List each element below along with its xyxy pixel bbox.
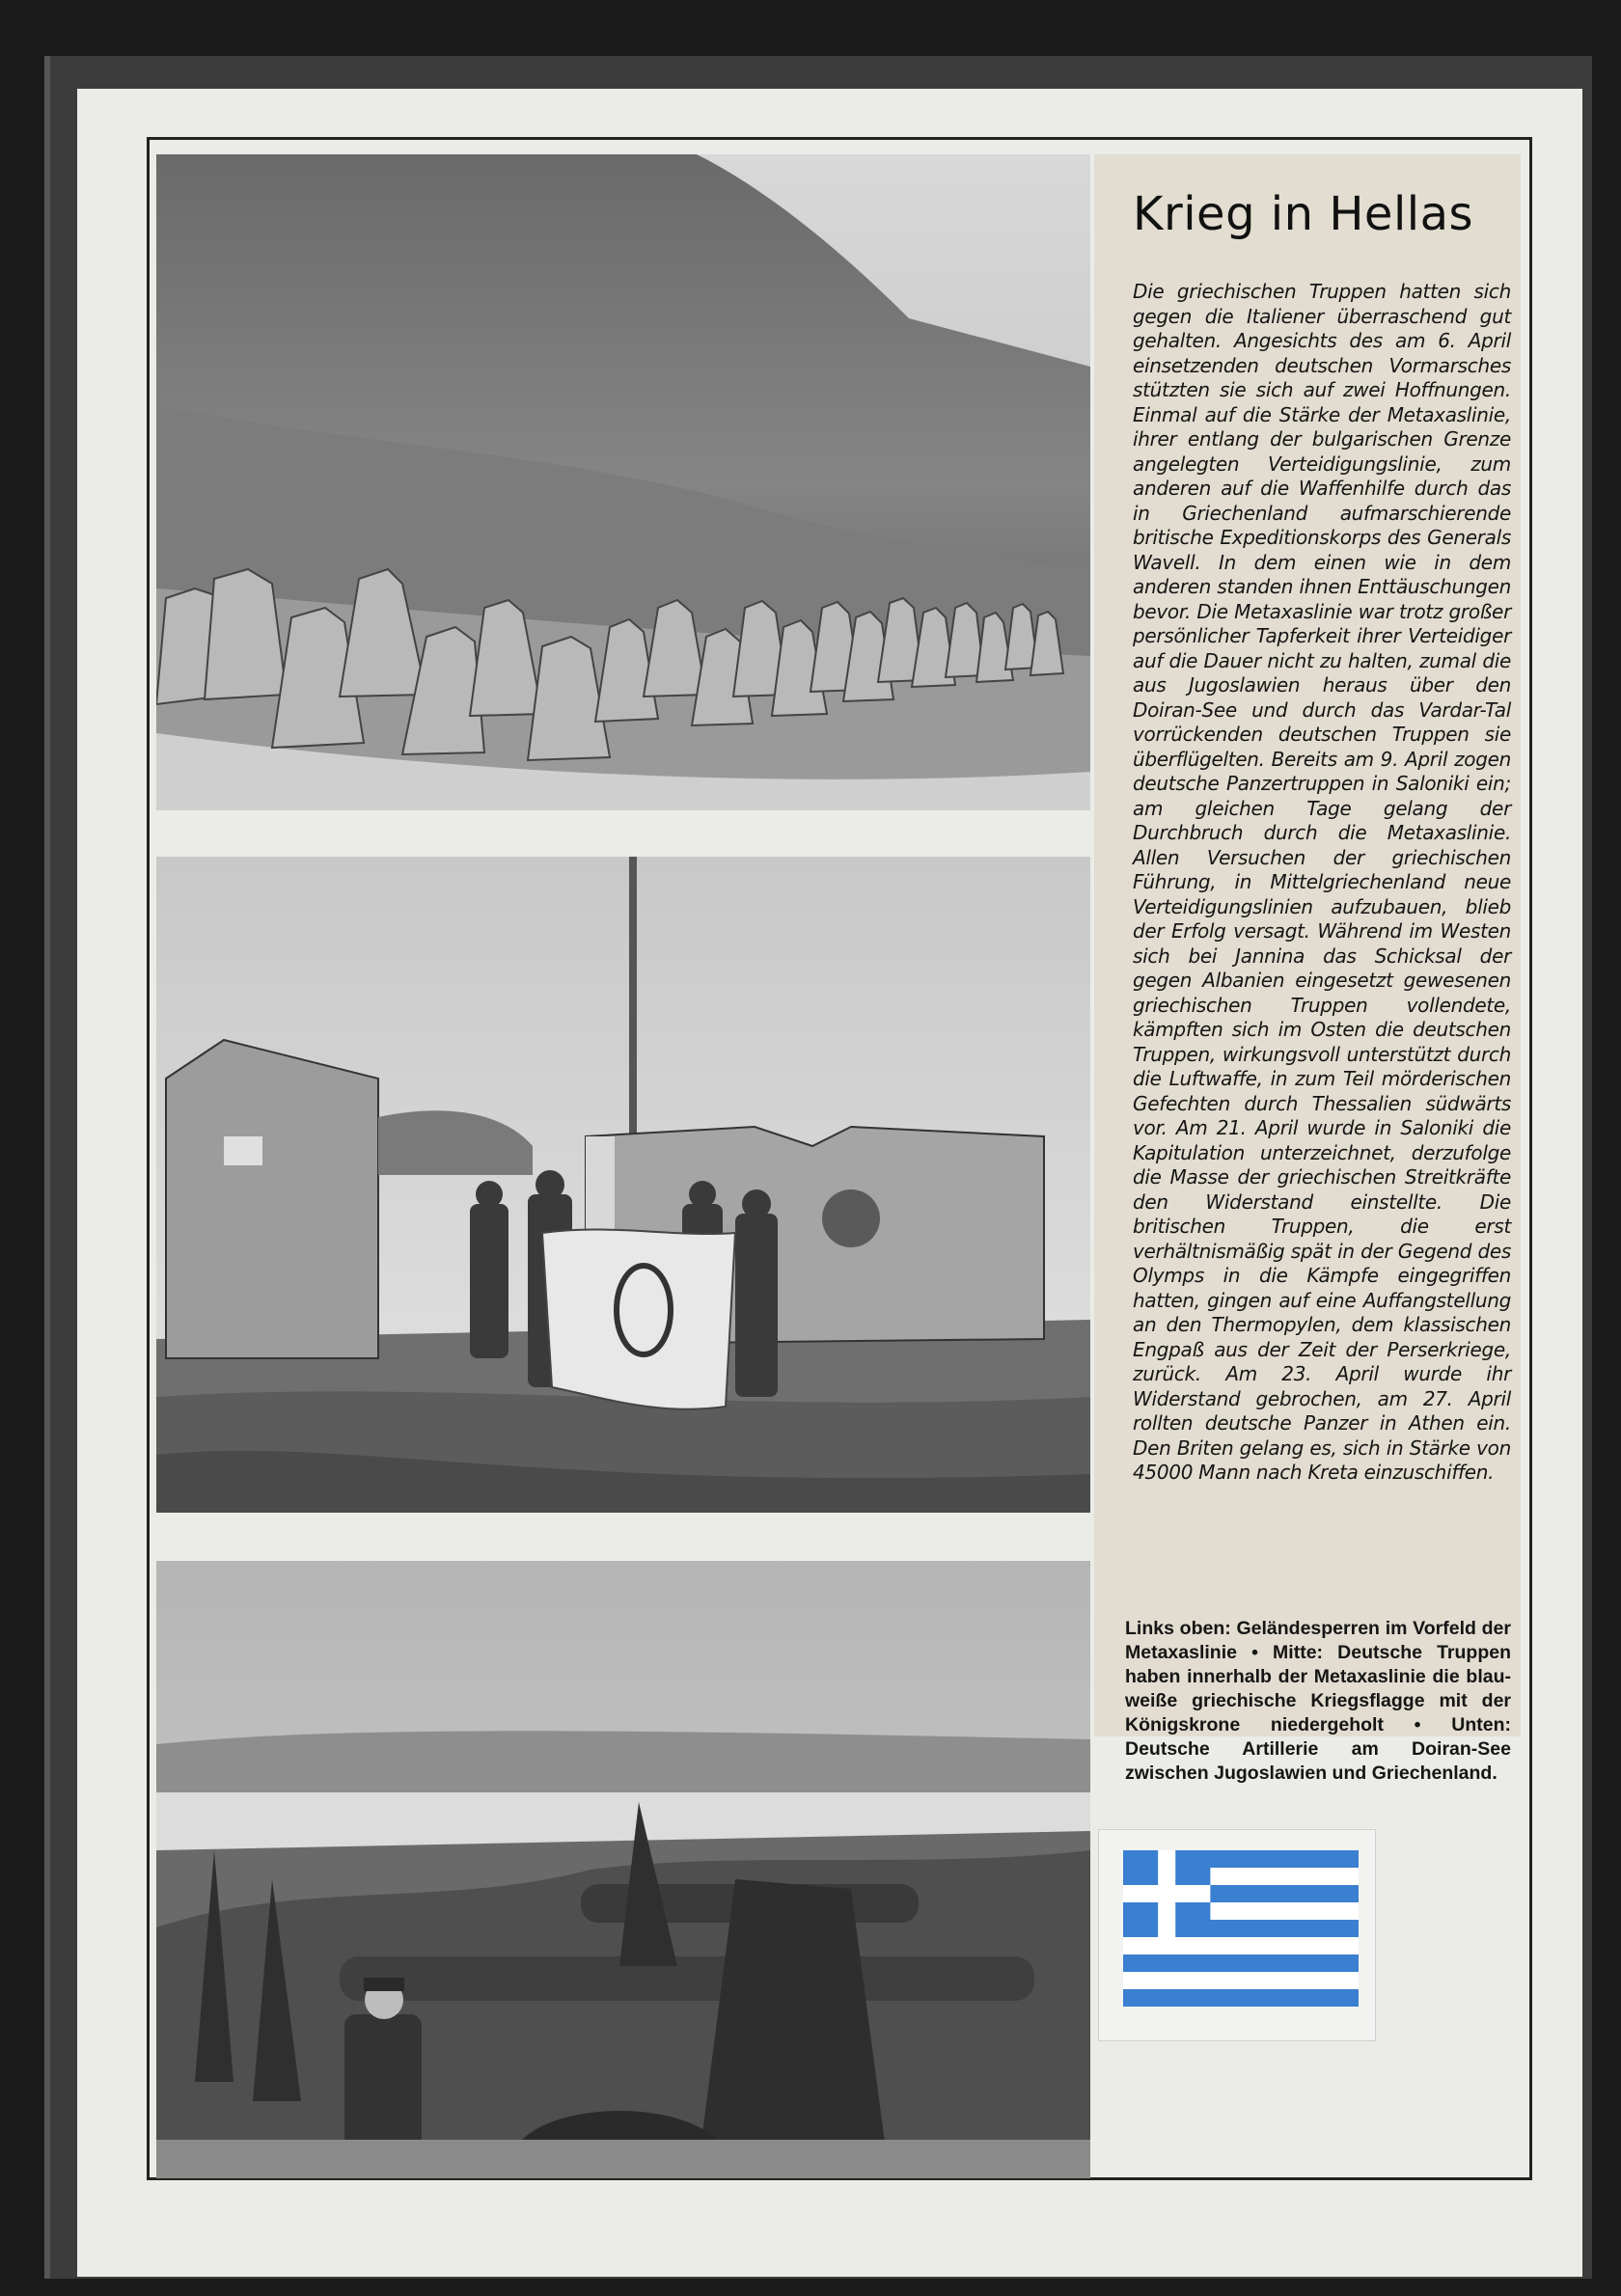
photo-artillery-doiran [156,1561,1090,2178]
article-title: Krieg in Hellas [1133,187,1474,241]
article-body: Die griechischen Truppen hatten sich gegen die Italiener überraschend gut gehalten. Angesichts des am 6. April einsetzenden deutschen Vormarsches stützten sie sich auf zwei Hoffnungen. Einmal auf die Stärke der Metaxaslinie, ihrer entlang der bulgarischen Grenze angelegten Verteidigungslinie, zum anderen auf die Waffenhilfe durch das in Griechenland aufmarschierende britische Expeditionskorps des Generals Wavell. In dem einen wie in dem anderen standen ihnen Enttäuschungen bevor. Die Metaxaslinie war trotz großer persönlicher Tapferkeit ihrer Verteidiger auf die Dauer nicht zu halten, zumal die aus Jugoslawien heraus über den Doiran-See und durch das Vardar-Tal vorrückenden deutschen Truppen sie überflügelten. Bereits am 9. April zogen deutsche Panzertruppen in Saloniki ein; am gleichen Tage gelang der Durchbruch durch die Metaxaslinie. Allen Versuchen der griechischen Führung, in Mittelgriechenland neue Verteidigungslinien aufzubauen, blieb der Erfolg versagt. Während im Westen sich bei Jannina das Schicksal der gegen Albanien eingesetzt gewesenen griechischen Truppen vollendete, kämpften sich im Osten die deutschen Truppen, wirkungsvoll unterstützt durch die Luftwaffe, in zum Teil mörderischen Gefechten durch Thessalien südwärts vor. Am 21. April wurde in Saloniki die Kapitulation unterzeichnet, derzufolge die Masse der griechischen Streitkräfte den Widerstand einstellte. Die britischen Truppen, die erst verhältnismäßig spät in der Gegend des Olymps in die Kämpfe eingegriffen hatten, gingen auf eine Auffangstellung an den Thermopylen, dem klassischen Engpaß aus der Zeit der Perserkriege, zurück. Am 23. April wurde ihr Widerstand gebrochen, am 27. April rollten deutsche Panzer in Athen ein. Den Briten gelang es, sich in Stärke von 45000 Mann nach Kreta einzuschiffen. [1133,280,1511,1484]
photo-flag-lowered [156,857,1090,1513]
photo-captions: Links oben: Geländesperren im Vorfeld der Metaxaslinie • Mitte: Deutsche Truppen haben innerhalb der Metaxaslinie die blau-weiße griechische Kriegsflagge mit der Königskrone niedergeholt • Unten: Deutsche Artillerie am Doiran-See zwischen Jugoslawien und Griechenland. [1125,1618,1511,1784]
article-column [1094,154,1521,1784]
photo-tank-obstacles [156,154,1090,810]
greek-flag-icon [1123,1850,1359,2007]
